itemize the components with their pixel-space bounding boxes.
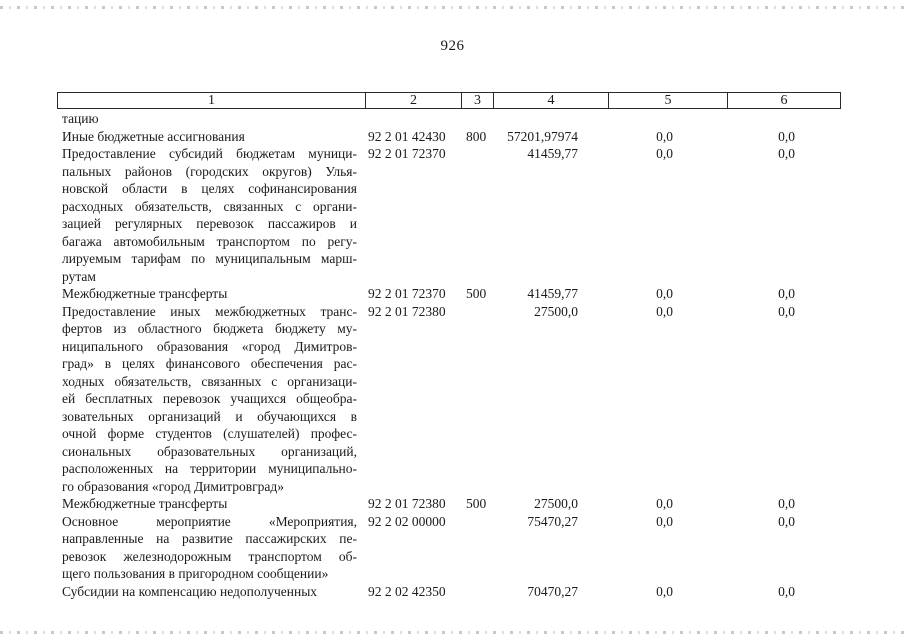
scan-edge-top (0, 6, 905, 9)
row-value-col5: 0,0 (656, 303, 673, 319)
row-value-col5: 0,0 (656, 496, 673, 511)
row-value-col4: 27500,0 (534, 496, 578, 511)
row-value-col4: 41459,77 (527, 286, 578, 301)
description-line: Основное мероприятие «Мероприятия, (62, 513, 357, 529)
description-line: пальных районов (городских округов) Улья- (62, 163, 357, 179)
row-code: 92 2 01 72370 (368, 146, 446, 161)
table-row (0, 285, 905, 303)
column-header-1: 1 (58, 93, 366, 108)
row-code: 92 2 02 00000 (368, 513, 446, 529)
row-value-col5: 0,0 (656, 513, 673, 529)
table-row (0, 110, 905, 128)
description-line: рутам (62, 268, 96, 284)
row-description (62, 128, 357, 146)
description-line: расходных обязательств, связанных с органи- (62, 198, 357, 214)
row-description (62, 285, 357, 303)
table-header (57, 92, 841, 109)
column-header-6: 6 (780, 93, 788, 108)
description-line: ходных обязательств, связанных с организаци- (62, 373, 357, 389)
row-value-col6: 0,0 (778, 128, 795, 144)
table-row (0, 495, 905, 513)
row-code: 92 2 01 72380 (368, 496, 446, 511)
table-row (0, 303, 905, 496)
column-header-5: 5 (609, 93, 728, 108)
row-value-col4: 41459,77 (527, 146, 578, 161)
row-value-col4: 75470,27 (527, 513, 578, 529)
row-description (62, 303, 357, 496)
description-line: зацией регулярных перевозок пассажиров и (62, 216, 357, 231)
row-expense-type: 500 (466, 496, 487, 511)
description-line: град» в целях финансового обеспечения рас- (62, 356, 357, 371)
description-line: ниципального образования «город Димитров- (62, 338, 357, 354)
description-line: го образования «город Димитровград» (62, 478, 285, 494)
column-header-3: 3 (462, 93, 494, 108)
description-line: Межбюджетные трансферты (62, 496, 228, 511)
row-value-col5: 0,0 (656, 286, 673, 301)
description-line: ей бесплатных перевозок учащихся общеобра- (62, 391, 357, 406)
row-code: 92 2 01 42430 (368, 128, 446, 144)
scan-edge-bottom (0, 631, 905, 634)
description-line: щего пользования в пригородном сообщении» (62, 566, 329, 581)
row-expense-type: 500 (466, 286, 487, 301)
row-code: 92 2 02 42350 (368, 583, 446, 599)
description-line: направленные на развитие пассажирских пе- (62, 531, 357, 546)
description-line: очной форме студентов (слушателей) профес- (62, 426, 357, 441)
column-header-2: 2 (366, 93, 462, 108)
row-description (62, 145, 357, 285)
table-row (0, 128, 905, 146)
row-value-col4: 70470,27 (527, 583, 578, 599)
description-line: тацию (62, 111, 99, 126)
row-value-col6: 0,0 (778, 513, 795, 529)
description-line: сиональных образовательных организаций, (62, 443, 357, 459)
description-line: Предоставление иных межбюджетных транс- (62, 303, 357, 319)
page-number: 926 (440, 38, 465, 54)
row-description (62, 110, 357, 128)
row-description (62, 513, 357, 583)
row-expense-type: 800 (466, 128, 487, 144)
table-body (0, 110, 905, 600)
description-line: Субсидии на компенсацию недополученных (62, 583, 318, 599)
description-line: Межбюджетные трансферты (62, 286, 228, 301)
description-line: багажа автомобильным транспортом по регу- (62, 233, 357, 249)
row-description (62, 583, 357, 601)
row-value-col6: 0,0 (778, 286, 795, 301)
description-line: новской области в целях софинансирования (62, 181, 357, 196)
description-line: Предоставление субсидий бюджетам муници- (62, 146, 357, 161)
row-value-col5: 0,0 (656, 146, 673, 161)
table-row (0, 513, 905, 583)
description-line: лируемым тарифам по муниципальным марш- (62, 251, 357, 266)
row-value-col6: 0,0 (778, 496, 795, 511)
row-code: 92 2 01 72370 (368, 286, 446, 301)
row-value-col6: 0,0 (778, 146, 795, 161)
row-description (62, 495, 357, 513)
description-line: фертов из областного бюджета бюджету му- (62, 321, 357, 336)
row-value-col5: 0,0 (656, 583, 673, 599)
description-line: расположенных на территории муниципально- (62, 461, 357, 476)
row-value-col4: 57201,97974 (507, 128, 578, 144)
row-code: 92 2 01 72380 (368, 303, 446, 319)
column-header-4: 4 (494, 93, 609, 108)
description-line: ревозок железнодорожным транспортом об- (62, 548, 357, 564)
row-value-col5: 0,0 (656, 128, 673, 144)
row-value-col6: 0,0 (778, 303, 795, 319)
table-row (0, 145, 905, 285)
table-row (0, 583, 905, 601)
row-value-col4: 27500,0 (534, 303, 578, 319)
description-line: Иные бюджетные ассигнования (62, 128, 245, 144)
description-line: зовательных организаций и обучающихся в (62, 408, 357, 424)
row-value-col6: 0,0 (778, 583, 795, 599)
